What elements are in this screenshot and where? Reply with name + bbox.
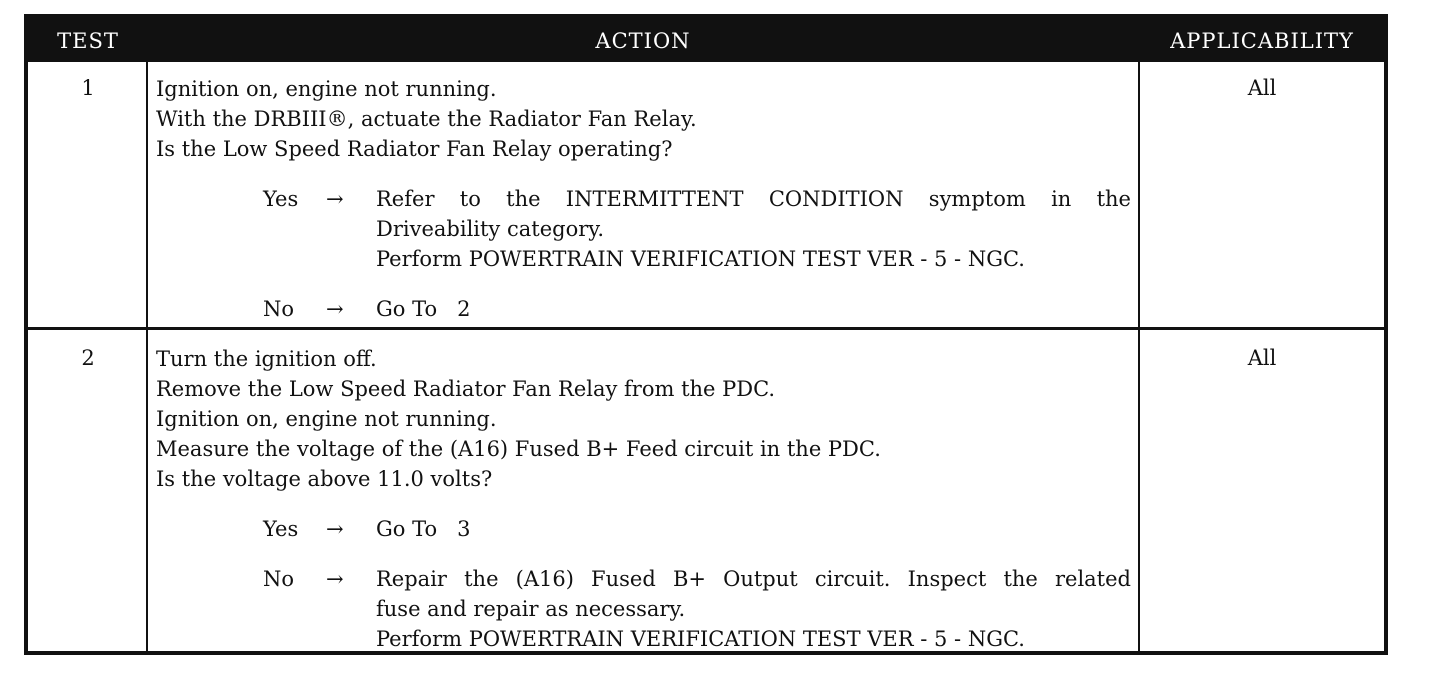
response-label: No <box>263 567 295 591</box>
row-1-step: Ignition on, engine not running. <box>156 77 497 101</box>
response-text: Refer to the INTERMITTENT CONDITION symptom in the <box>376 187 1131 211</box>
row-1-response-no <box>156 294 1131 324</box>
header-action: ACTION <box>595 29 691 53</box>
response-text: fuse and repair as necessary. <box>376 597 686 621</box>
row-1-response-yes <box>156 184 1131 274</box>
response-text: Go To 3 <box>376 517 471 541</box>
header-test: TEST <box>57 29 119 53</box>
row-1-action <box>156 74 1131 324</box>
row-2-step: Ignition on, engine not running. <box>156 407 497 431</box>
response-label: Yes <box>263 187 299 211</box>
arrow-right-icon: → <box>326 517 344 541</box>
table-header <box>28 18 1384 62</box>
response-label: No <box>263 297 295 321</box>
response-text: Driveability category. <box>376 217 604 241</box>
row-2-action <box>156 344 1131 654</box>
response-text: Perform POWERTRAIN VERIFICATION TEST VER - 5 - NGC. <box>376 627 1025 651</box>
response-label: Yes <box>263 517 299 541</box>
row-2-step: Turn the ignition off. <box>156 347 377 371</box>
arrow-right-icon: → <box>326 297 344 321</box>
row-2-response-no <box>156 564 1131 654</box>
row-2-step: Remove the Low Speed Radiator Fan Relay from the PDC. <box>156 377 776 401</box>
row-divider <box>28 327 1384 330</box>
row-1-step: With the DRBIII®, actuate the Radiator Fan Relay. <box>156 107 697 131</box>
response-text: Perform POWERTRAIN VERIFICATION TEST VER - 5 - NGC. <box>376 247 1025 271</box>
response-text: Go To 2 <box>376 297 471 321</box>
row-2-test-number: 2 <box>81 346 95 370</box>
header-applicability: APPLICABILITY <box>1170 29 1354 53</box>
row-1-step: Is the Low Speed Radiator Fan Relay operating? <box>156 137 673 161</box>
arrow-right-icon: → <box>326 567 344 591</box>
diagnostic-table <box>24 14 1388 655</box>
row-2-step: Measure the voltage of the (A16) Fused B+ Feed circuit in the PDC. <box>156 437 881 461</box>
arrow-right-icon: → <box>326 187 344 211</box>
response-text: Repair the (A16) Fused B+ Output circuit. Inspect the related <box>376 567 1131 591</box>
row-1-applicability: All <box>1247 76 1277 100</box>
row-2-applicability: All <box>1247 346 1277 370</box>
row-1-test-number: 1 <box>81 76 95 100</box>
row-2-step: Is the voltage above 11.0 volts? <box>156 467 493 491</box>
row-2-response-yes <box>156 514 1131 544</box>
